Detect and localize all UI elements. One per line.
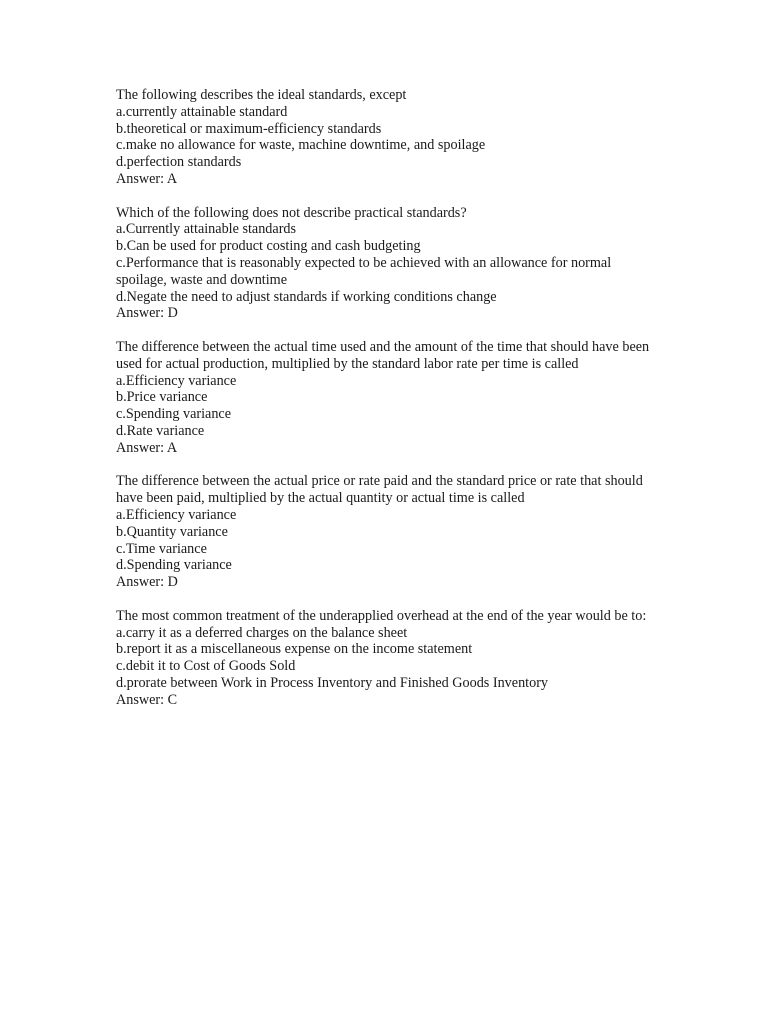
option-b: b.Quantity variance	[116, 523, 228, 540]
option-c: c.Time variance	[116, 540, 207, 557]
option-a: a.Currently attainable standards	[116, 221, 297, 238]
option-d: d.Spending variance	[116, 557, 232, 574]
answer: Answer: D	[116, 574, 178, 591]
question-stem: The following describes the ideal standards, except	[116, 87, 407, 103]
option-b: b.theoretical or maximum-efficiency standards	[116, 120, 382, 137]
answer: Answer: C	[116, 691, 178, 708]
option-c: c.make no allowance for waste, machine downtime, and spoilage	[116, 137, 486, 154]
option-d: d.Rate variance	[116, 422, 205, 439]
option-c: c.Performance that is reasonably expected to be achieved with an allowance for normal spoilage, waste and downtime	[116, 254, 612, 288]
option-d: d.prorate between Work in Process Inventory and Finished Goods Inventory	[116, 674, 549, 691]
answer: Answer: D	[116, 305, 178, 322]
option-a: a.Efficiency variance	[116, 372, 237, 389]
answer: Answer: A	[116, 170, 178, 187]
option-d: d.Negate the need to adjust standards if working conditions change	[116, 288, 497, 305]
question-stem: Which of the following does not describe practical standards?	[116, 204, 467, 221]
question-4	[116, 473, 656, 591]
option-a: a.carry it as a deferred charges on the balance sheet	[116, 624, 408, 641]
question-stem: The difference between the actual price or rate paid and the standard price or rate that should have been paid, multiplied by the actual quantity or actual time is called	[116, 473, 643, 507]
question-1	[116, 87, 656, 188]
question-stem: The difference between the actual time used and the amount of the time that should have been used for actual production, multiplied by the standard labor rate per time is called	[116, 338, 650, 372]
question-3	[116, 339, 656, 457]
answer: Answer: A	[116, 439, 178, 456]
option-c: c.debit it to Cost of Goods Sold	[116, 658, 296, 675]
option-c: c.Spending variance	[116, 406, 232, 423]
option-a: a.Efficiency variance	[116, 506, 237, 523]
option-b: b.Can be used for product costing and cash budgeting	[116, 238, 421, 255]
question-5	[116, 608, 656, 709]
option-a: a.currently attainable standard	[116, 103, 288, 120]
option-b: b.Price variance	[116, 389, 208, 406]
document-page	[116, 87, 656, 725]
question-stem: The most common treatment of the underapplied overhead at the end of the year would be to:	[116, 607, 647, 624]
option-d: d.perfection standards	[116, 154, 242, 171]
option-b: b.report it as a miscellaneous expense on the income statement	[116, 641, 473, 658]
question-2	[116, 205, 656, 323]
